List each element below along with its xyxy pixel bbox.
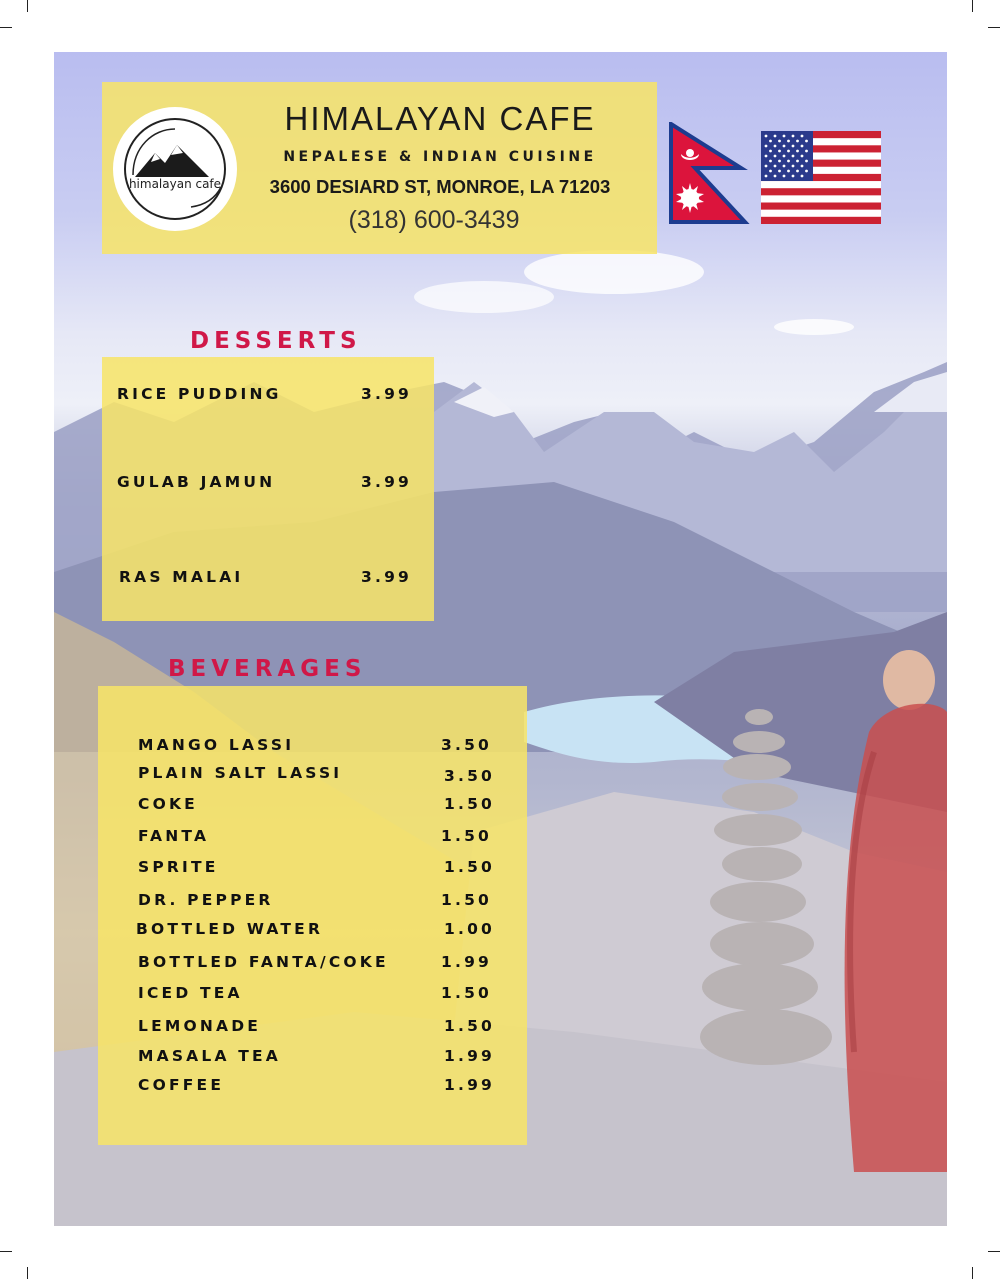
beverage-item-price: 1.50 — [444, 1017, 496, 1035]
phone-number: (318) 600-3439 — [348, 206, 520, 234]
beverage-item-price: 1.50 — [441, 984, 493, 1002]
nepal-flag — [669, 122, 753, 228]
restaurant-name: HIMALAYAN CAFE — [284, 100, 596, 137]
dessert-item-price: 3.99 — [361, 473, 413, 491]
beverage-item-price: 1.99 — [441, 953, 493, 971]
beverage-item-name: COKE — [138, 795, 198, 813]
dessert-item-name: GULAB JAMUN — [117, 473, 276, 491]
beverage-item-name: PLAIN SALT LASSI — [138, 764, 343, 782]
desserts-heading: DESSERTS — [190, 328, 362, 354]
beverage-item-name: FANTA — [138, 827, 210, 845]
beverage-item-price: 1.50 — [441, 827, 493, 845]
crop-mark — [0, 27, 12, 28]
beverage-item-name: LEMONADE — [138, 1017, 262, 1035]
address: 3600 DESIARD ST, MONROE, LA 71203 — [269, 176, 611, 197]
beverage-item-price: 1.50 — [444, 795, 496, 813]
dessert-item-name: RICE PUDDING — [117, 385, 282, 403]
beverage-item-price: 1.50 — [444, 858, 496, 876]
cafe-logo — [113, 107, 237, 231]
beverage-item-name: BOTTLED WATER — [136, 920, 324, 938]
crop-mark — [27, 0, 28, 12]
usa-flag — [761, 131, 881, 228]
cuisine-tagline: NEPALESE & INDIAN CUISINE — [283, 149, 597, 165]
crop-mark — [988, 1251, 1000, 1252]
beverage-item-price: 1.99 — [444, 1047, 496, 1065]
beverage-item-price: 1.99 — [444, 1076, 496, 1094]
beverage-item-name: SPRITE — [138, 858, 219, 876]
dessert-item-price: 3.99 — [361, 385, 413, 403]
beverage-item-price: 1.00 — [444, 920, 496, 938]
dessert-item-price: 3.99 — [361, 568, 413, 586]
beverages-heading: BEVERAGES — [168, 656, 367, 682]
beverage-item-name: MANGO LASSI — [138, 736, 295, 754]
crop-mark — [27, 1267, 28, 1279]
beverage-item-price: 1.50 — [441, 891, 493, 909]
logo-text: himalayan cafe — [128, 177, 222, 191]
beverage-item-name: DR. PEPPER — [138, 891, 274, 909]
beverage-item-name: MASALA TEA — [138, 1047, 282, 1065]
beverage-item-price: 3.50 — [441, 736, 493, 754]
dessert-item-name: RAS MALAI — [119, 568, 244, 586]
crop-mark — [0, 1251, 12, 1252]
beverage-item-name: BOTTLED FANTA/COKE — [138, 953, 389, 971]
beverage-item-name: COFFEE — [138, 1076, 225, 1094]
crop-mark — [972, 1267, 973, 1279]
beverage-item-name: ICED TEA — [138, 984, 243, 1002]
crop-mark — [988, 27, 1000, 28]
beverage-item-price: 3.50 — [444, 767, 496, 785]
crop-mark — [972, 0, 973, 12]
